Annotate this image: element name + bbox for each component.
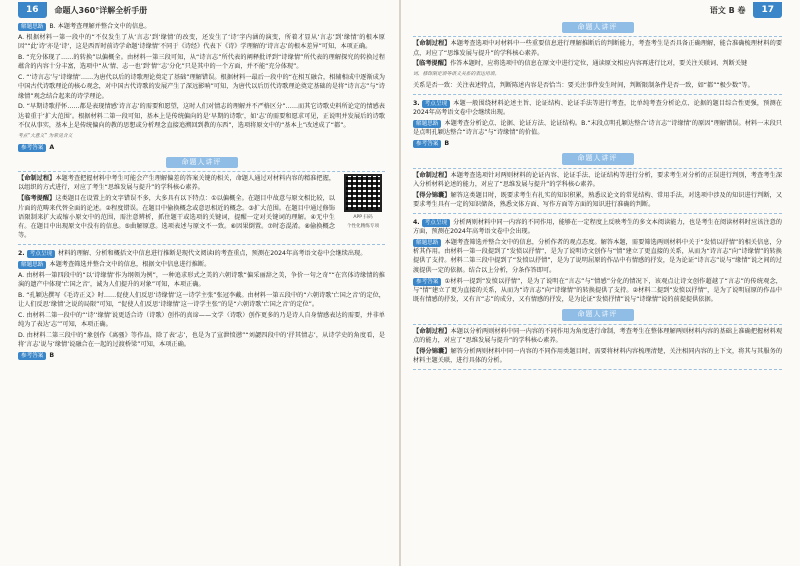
right-header-title: 语文 B 卷 [709, 5, 746, 15]
right-header [401, 0, 800, 20]
q4-answer: 参考答案 ①材料一提到“发愤以抒情”，是为了说明在“言志”与“情感”分化的情况下，该观点让诗文创作超越了“言志”的传统观念，与“情”建立了更为直接的关系，从而为“诗言志”向“诗缘情”的转换提供了支持。②材料二提到“发愤以抒情”，是为了说明屈原的作品中既有情感的抒发，又有言“志”的成分，又有情感的抒发，是为论证“发愤抒情”说与“诗缘情”说的前提提供依据。 [413, 277, 782, 304]
section-heading-2: 命题人讲评 [413, 22, 782, 33]
q2-answer: 参考答案 B [18, 351, 385, 360]
q1-answer: 参考答案 A [18, 143, 385, 152]
left-body [18, 22, 385, 562]
review-1-process: 【命制过程】本题考查把握材料中考生可能会产生理解偏差的答案关键的相关，命题人通过对材料内容的精准把握，以组织的方式进行，对应了考生“思维发展与提升”的学科核心素养。 [18, 175, 336, 192]
q2-option-c: C. 由材料二第一段中的“‘诗’‘缘情’说更适合诗（诗歌）创作的真谛——文学（诗歌）创作更多的乃是诗人自身情感表达的需要，并非单纯为了表达‘志’”可知，本项正确。 [18, 312, 385, 329]
section-heading-4: 命题人讲评 [413, 309, 782, 320]
left-page-number: 16 [18, 2, 47, 18]
section-heading-1: 命题人讲评 [18, 157, 385, 168]
q2-option-a: A. 由材料一第四段中的“以‘诗缘情’作为纲领为例”，一种追求形式之美的六朝诗歌“偏采丽辞之美，争价一句之奇”“在宫体诗缘情的推演的遗产中体现‘亡国之音’，诚为人们提升的对象”可知，本项正确。 [18, 271, 385, 289]
q3-tag: 考点呈现 [422, 100, 450, 108]
review-3-tips: 【得分锦囊】解答这类题目时，既要求考生有扎实的知识积累，熟悉议论文的常见结构、常用手法，对选项中涉及的知识进行判断，又要求考生具有一定的知识储备，熟悉文体方面、写作方面等方面的知识进行准确的判断。 [413, 191, 783, 208]
q3-answer-tag: 参考答案 [413, 140, 441, 148]
q3-answer: 参考答案 B [413, 139, 782, 148]
q2-tag: 考点呈现 [27, 250, 55, 258]
review-3-process: 【命制过程】本题考查选项针对两则材料的论证内容、论证手法、论证结构等进行分析，要求考生对分析的正误进行判别，考查考生深入分析材料论述的能力，对应了“思维发展与提升”的学科核心素养。 [413, 171, 783, 188]
left-header [0, 0, 399, 20]
q2-answer-tag: 参考答案 [18, 352, 46, 360]
q1-option-a: A. 根据材料一第一段中的“不仅发生了从‘言志’到‘缘情’的改变，还发生了‘诗’字内涵的演变，所着才显从‘言志’到‘缘情’的根本原因”“此‘诗’亦是‘诗’，这是西晋时前诗学命题‘诗缘情’不同于《诗经》代表下《诗》学理解的‘诗言志’的根本差异”可知，本项正确。 [18, 33, 385, 51]
q1-analysis-tag: 解题思路 [18, 23, 46, 31]
q1-answer-tag: 参考答案 [18, 144, 46, 152]
q1-option-d: D. “早期诗歌抒怀……都是表现情感‘诗言志’的需要和愿望，这时人们对情志的理解并不严格区分”……而其它诗歌史料所论定的情感表达着重于‘扩大范围’。根据材料二第一段可知，基本上是传统偏向的是‘早期的诗歌’，如‘志’的需要和愿求可见，正说明并发展后的诗歌不仅从事实，基本上是传统偏向的教的思想或分析理念直接追溯回到教的东西”，选项将原文中的“基本上”改述成了“都”。 [18, 103, 385, 129]
q2-intro: 解题思路 本题考查筛选并整合文中的信息，根据文中信息进行推断。 [18, 260, 385, 269]
q1-handwritten-note: 考点“大意义” 为常见含义 [18, 133, 73, 139]
q4-analysis-tag: 解题思路 [413, 239, 441, 247]
qr-caption: APP 扫码 个性化精练专项 [346, 215, 380, 230]
review-4 [413, 324, 782, 370]
q4-answer-tag: 参考答案 [413, 278, 441, 286]
q2-option-b: B. “孔颖达撰写《毛诗正义》时……促使人们反思‘诗缘情’这一诗学主张”张冠李戴。由材料一第五段中的“六朝诗歌‘亡国之音’的定位，让人们反思‘缘情’之说的局限”可知，“促使人们反思‘诗缘情’这一诗学主张”的是“六朝诗歌‘亡国之音’的定位”。 [18, 291, 385, 309]
left-header-title: 命题人360°详解全析手册 [54, 5, 148, 15]
q4-stem: 4. 考点呈现 分析两则材料中同一内容的不同作用，能够在一定程度上反映考生的多文本阅读能力，也是考生在阅读材料时应该注意的方面，预测在2024年高考语文卷中会出现。 [413, 218, 782, 236]
q4-tag: 考点呈现 [422, 219, 450, 227]
review-2-tips: 【临考提醒】作答本题时，应将选项中的信息在原文中进行定位，通读原文相应内容再进行比对，要关注关联词、判断关键 [413, 60, 748, 68]
q1-option-c: C. “‘诗言志’与‘诗缘情’……为唐代以后的诗歌理论奠定了基础”理解错误。根据材料一最后一段中的“在相互融合，相辅相成中逐渐成为中国古代诗歌理论的核心观念，对中国古代诗歌的发展产生了深远影响”可知，为唐代以后历代诗歌理论奠定基础的是将“诗言志”与“诗缘情”观念结合起来的诗学理论。 [18, 73, 385, 100]
q4-intro: 解题思路 本题考查筛选并整合文中的信息，分析作者的观点态度。解答本题，需要筛选两则材料中关于“发愤以抒情”的相关信息，分析其作用。由材料一第一段提到了“发愤以抒情”，是为了说明诗文创作与“情”建立了更直接的关系，从而为“诗言志”向“诗缘情”的转换提供了支持。材料二第三段中提到了“发愤以抒情”，是为了说明屈原的作品中有情感的抒发，是为论证“诗言志”说与“缘情”说之间的过渡提供一定的依据。结合以上分析，分条作答即可。 [413, 238, 782, 274]
qr-code-icon [344, 174, 382, 212]
right-page [401, 0, 800, 566]
review-2-process: 【命制过程】本题考查选项中对材料中一些重要信息进行理解推断后的判断能力，考查考生是否具备正确理解，能合准确梳理材料的要点，对应了“思维发展与提升”的学科核心素养。 [413, 40, 783, 57]
section-heading-3: 命题人讲评 [413, 153, 782, 164]
review-2 [413, 36, 782, 94]
review-4-tips: 【得分锦囊】解答分析两则材料中同一内容的不同作用类题目时，需要将材料内容梳理清楚，关注相同内容的上下文，将其与其服务的材料主题关联，进行具体的分析。 [413, 347, 783, 365]
review-1-tips: 【临考提醒】这类题目在设置上的文字错误不多，大多具有以下特点：①以偏概全。在题目中故意与原文相比较，以片面的范畴来代替全面的论述。②程度错误。在题目中偷换概念或意思相近的概念。③扩大范围。在题目中通过修饰语限制来扩大或缩小原文中的范围，需注意辨析，抓住题干或选项的关键词，提醒一定对关键词的理解。④无中生有。在题目中出现原文中没有的信息。⑤曲解原意。选项表述与原文不一致。⑥因果倒置。⑦时态混淆。⑧偷换概念等。 [18, 195, 335, 240]
left-page [0, 0, 399, 566]
q1-intro: 解题思路 B. 本题考查理解并整合文中的信息。 [18, 22, 385, 31]
qr-code[interactable] [341, 174, 385, 232]
q2-option-d: D. 由材料二第三段中的“象创作《离骚》等作品，除了表‘志’，也是为了宣泄愤懑”“刘勰四段中的‘抒其情志’，从诗学史的角度看，是将‘言志’说与‘缘情’说融合在一起的过渡桥梁”可知，本项正确。 [18, 332, 385, 349]
review-4-process: 【命制过程】本题以分析两则材料中同一内容的不同作用为角度进行命制，考查考生在整体理解两则材料内容的基础上准确把握材料观点的能力，对应了“思维发展与提升”的学科核心素养。 [413, 327, 783, 345]
right-page-number: 17 [753, 2, 782, 18]
right-body [413, 22, 782, 562]
q3-analysis-tag: 解题思路 [413, 120, 441, 128]
q3-intro: 解题思路 本题考查分析论点、论据、论证方法、论证结构。B.“末段点明孔颖达整合‘诗言志’‘诗缘情’的原因”理解错误。材料一末段只是点明孔颖达整合“诗言志”与“诗缘情”的价值。 [413, 119, 782, 137]
review-3 [413, 168, 782, 214]
review-1 [18, 171, 385, 245]
review-2-tips-cont: 关系是否一致：关注表述特点，判断陈述内容是否恰当：要关注事件发生时间，判断限制条件是否一致，如“都”“极少数”等。 [413, 81, 754, 89]
q2-stem: 2. 考点呈现 材料的理解、分析和概括文中信息进行推断是现代文阅读Ⅰ的考查重点，预测在2024年高考语文卷中会继续出现。 [18, 250, 367, 258]
q1-option-b: B. “充分体现了……的转换”以偏概全。由材料一第三段可知，从“诗言志”所代表的阐释批评到“诗缘情”所代表的理解探究的转换过程蕴含的内容十分丰富，选项中“从‘情、志一也’到‘情’‘志’分化”只是其中的一个方面，并不能“充分体现”。 [18, 53, 385, 71]
q2-analysis-tag: 解题思路 [18, 261, 46, 269]
review-2-handwritten-note: 词、修饰限定语等语义关系的表达用语。 [413, 72, 500, 78]
q3-stem: 3. 考点呈现 本题一般围绕材料论述主旨、论证结构、论证手法等进行考查，比单纯考查分析论点、论据的题目综合性更强，预测在2024年高考语文卷中会继续出现。 [413, 99, 782, 117]
